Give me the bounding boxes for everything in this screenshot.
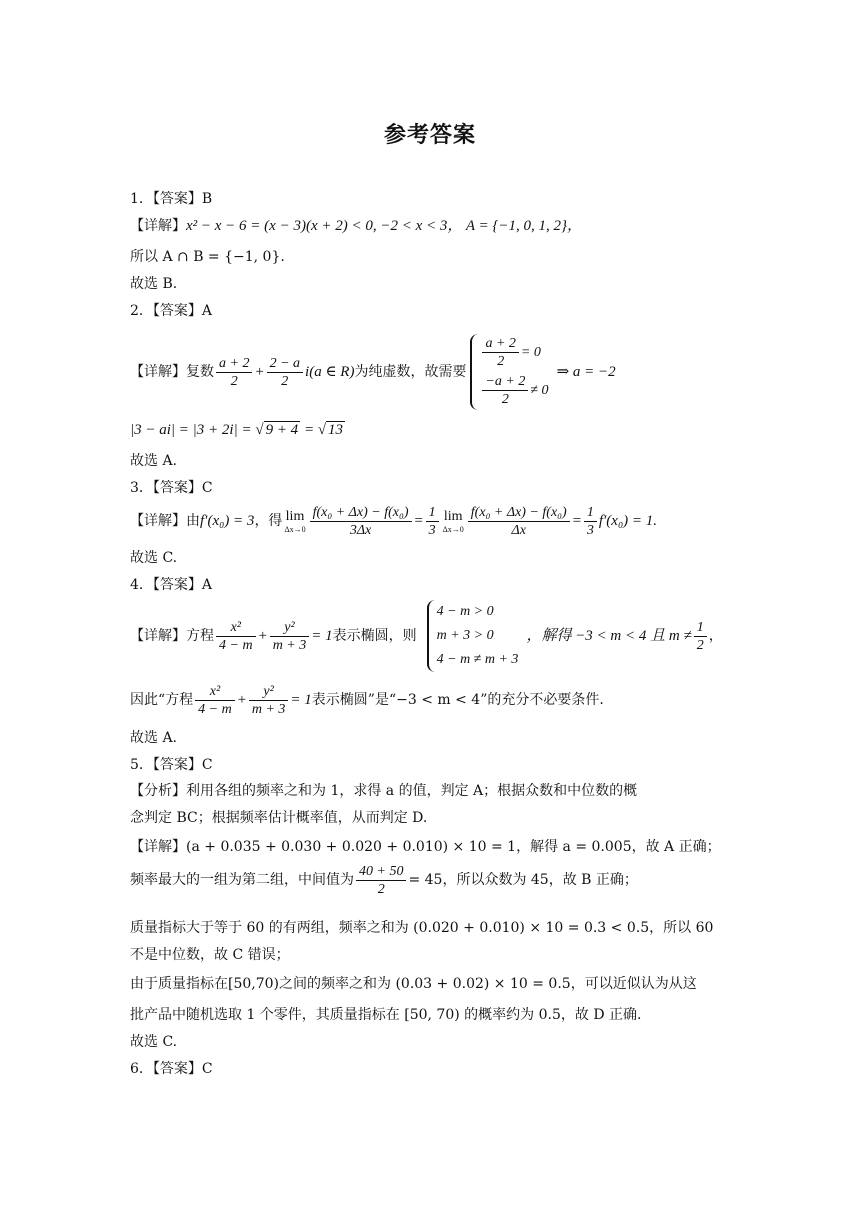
q2-fraction-2: $\frac{2 - a}{2}$ (267, 355, 303, 390)
q3-one-third: $\frac{1}{3}$ (426, 504, 439, 539)
q3-limit-2: lim Δx→0 (442, 509, 464, 534)
page-title: 参考答案 (383, 123, 476, 148)
q2-result: ⇒ a = −2 (556, 364, 616, 380)
q4-conclusion: 因此“方程 $\frac{\text{x²}}{4 - m}$ + $\frac{\text{y²}}{m + 3}$ = 1 表示椭圆”是“−3 < m < 4”的充分不必要条件. (130, 683, 604, 717)
q4-detail: 【详解】方程 $\frac{\text{x²}}{4 - m}$ + $\frac{\text{y²}}{m + 3}$ = 1 表示椭圆，则 4 − m > 0 m + 3 > 0 4 − m ≠ m + 3 ，解得 −3 < m < 4 且 m ≠ $\frac{1}{2}$ ， (130, 600, 723, 672)
q5-detail-3: 质量指标大于等于 60 的有两组，频率之和为 (0.020 + 0.010) × 10 = 0.3 < 0.5，所以 60 (130, 920, 714, 936)
q2-fraction-1: $\frac{a + 2}{2}$ (216, 355, 252, 390)
q2-detail (130, 332, 616, 412)
q5-detail-4: 不是中位数，故 C 错误； (130, 947, 290, 963)
q3-answer: 3．【答案】C (130, 480, 213, 496)
q3-one-third-2: $\frac{1}{3}$ (584, 504, 597, 539)
q1-detail (130, 217, 582, 235)
q2-system: $\frac{a + 2}{2}$ = 0 $\frac{-a + 2}{2}$ ≠ 0 (470, 334, 552, 410)
q3-given: f′(x₀) = 3 (200, 513, 255, 529)
q4-fraction-x: $\frac{\text{x²}}{4 - m}$ (216, 619, 256, 654)
q6-answer: 6．【答案】C (130, 1061, 213, 1077)
q1-detail-label: 【详解】 (130, 218, 186, 234)
q2-pure-imaginary: 为纯虚数，故需要 (354, 364, 467, 380)
q4-fraction-y: $\frac{\text{y²}}{m + 3}$ (270, 619, 310, 654)
q5-analysis-2: 念判定 BC；根据频率估计概率值，从而判定 D. (130, 810, 428, 826)
q2-detail-label: 【详解】复数 (130, 364, 214, 380)
q4-solve: ，解得 −3 < m < 4 且 m ≠ (526, 628, 692, 644)
q5-midpoint-fraction: $\frac{40 + 50}{2}$ (356, 863, 406, 898)
q1-detail-math: x² − x − 6 = (x − 3)(x + 2) < 0, −2 < x < 3， A = {−1, 0, 1, 2}， (186, 218, 582, 234)
q4-one-half: $\frac{1}{2}$ (694, 619, 707, 654)
q3-fraction-2: $\frac{\text{f(x₀ + Δx) − f(x₀)}}{\Delta x}$ (468, 504, 570, 539)
q5-detail-5: 由于质量指标在[50,70)之间的频率之和为 (0.03 + 0.02) × 10 = 0.5，可以近似认为从这 (130, 976, 697, 992)
q5-detail-6: 批产品中随机选取 1 个零件，其质量指标在 [50, 70) 的概率约为 0.5，故 D 正确. (130, 1007, 642, 1023)
q2-choose: 故选 A. (130, 453, 178, 469)
q2-answer: 2．【答案】A (130, 303, 213, 319)
q1-conclusion: 所以 A ∩ B = {−1, 0}. (130, 249, 285, 265)
q3-detail: 【详解】由 f′(x₀) = 3 ，得 lim Δx→0 $\frac{\text{f(x₀ + Δx) − f(x₀)}}{3\Delta x}$ = $\frac{1}{3}$ lim Δx→0 $\frac{\text{f(x₀ + Δx) − f(x₀)}}{\Delta x}$ = $\frac{1}{3}$ f′(x₀) = 1. (130, 504, 658, 538)
q3-choose: 故选 C. (130, 550, 178, 566)
q2-plus: + (254, 364, 265, 380)
q3-limit-1: lim Δx→0 (284, 509, 306, 534)
q4-answer: 4．【答案】A (130, 577, 213, 593)
q5-answer: 5．【答案】C (130, 757, 213, 773)
q1-answer: 1．【答案】B (130, 191, 213, 207)
q2-condition: i(a ∈ R) (305, 364, 355, 380)
q5-detail-2: 频率最大的一组为第二组，中间值为 $\frac{40 + 50}{2}$ = 45，所以众数为 45，故 B 正确； (130, 863, 638, 897)
q3-fraction-1: $\frac{\text{f(x₀ + Δx) − f(x₀)}}{3\Delta x}$ (310, 504, 412, 539)
q4-system: 4 − m > 0 m + 3 > 0 4 − m ≠ m + 3 (427, 600, 523, 672)
q5-analysis-1: 【分析】利用各组的频率之和为 1，求得 a 的值，判定 A；根据众数和中位数的概 (130, 783, 638, 799)
q4-choose: 故选 A. (130, 730, 178, 746)
q5-choose: 故选 C. (130, 1034, 178, 1050)
q5-detail-1: 【详解】(a + 0.035 + 0.030 + 0.020 + 0.010) × 10 = 1，解得 a = 0.005，故 A 正确； (130, 839, 721, 855)
q1-choose: 故选 B. (130, 276, 178, 292)
q2-modulus: |3 − ai| = |3 + 2i| = √ 9 + 4 = √ 13 (130, 422, 344, 438)
